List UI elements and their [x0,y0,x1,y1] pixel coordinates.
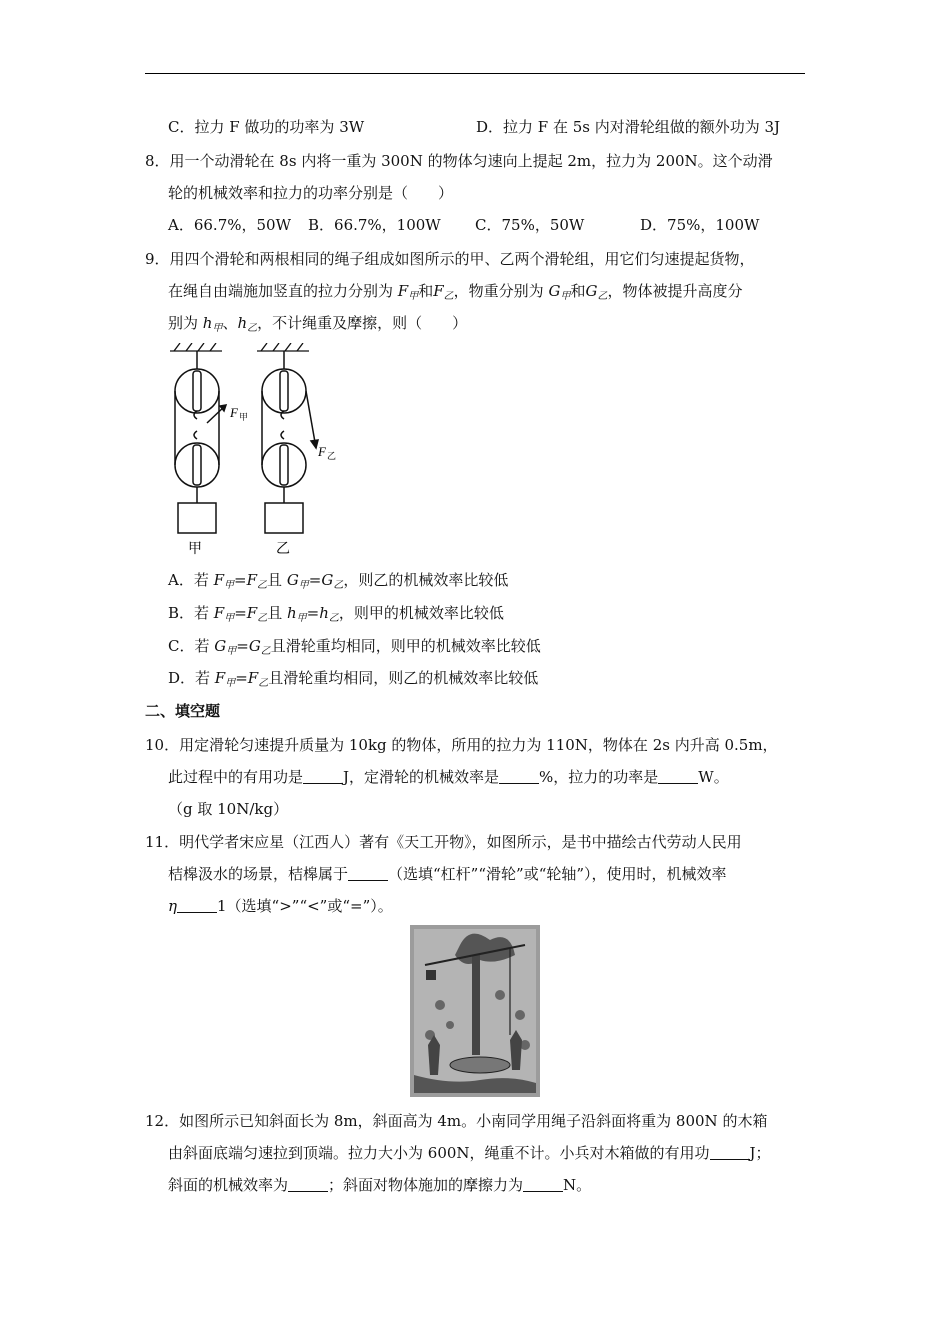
q11-blank-1[interactable] [348,866,388,881]
section-title: 二、填空题 [145,702,221,720]
q9-line2-part-b: 物重分别为 [468,282,544,300]
q12-stem-line1: 12．如图所示已知斜面长为 8m，斜面高为 4m。小南同学用绳子沿斜面将重为 800N 的木箱 [145,1112,768,1130]
label-jia: 甲 [188,541,202,557]
q8-option-a: A．66.7%，50W [168,216,291,234]
q8-option-b: B．66.7%，100W [308,216,441,234]
q8-option-c: C．75%，50W [475,216,585,234]
q7-option-d: D．拉力 F 在 5s 内对滑轮组做的额外功为 3J [476,118,781,136]
q10-blank-2[interactable] [499,769,539,784]
svg-text:甲: 甲 [239,413,249,423]
q12-stem-line3: 斜面的机械效率为 ；斜面对物体施加的摩擦力为 N。 [168,1176,592,1194]
q7-option-c: C．拉力 F 做功的功率为 3W [168,118,365,136]
pulley-group-yi [262,351,318,533]
q12-blank-3[interactable] [523,1177,563,1192]
q11-blank-2[interactable] [177,898,217,913]
q9-line2-part-c: 物体被提升高度分 [622,282,743,300]
q10-stem-line1: 10．用定滑轮匀速提升质量为 10kg 的物体，所用的拉力为 110N，物体在 2s 内升高 0.5m， [145,736,778,754]
force-yi-label: F [318,444,326,459]
q8-stem-line2: 轮的机械效率和拉力的功率分别是（ ） [168,184,454,202]
q11-stem-line1: 11．明代学者宋应星（江西人）著有《天工开物》，如图所示，是书中描绘古代劳动人民用 [145,833,742,851]
q9-option-c: C．若 $G_甲=G_乙$且滑轮重均相同，则甲的机械效率比较低 [168,637,541,657]
pulley-system-figure [160,343,340,558]
q9-option-d: D．若 $F_甲=F_乙$且滑轮重均相同，则乙的机械效率比较低 [168,669,539,689]
q10-blank-1[interactable] [303,769,343,784]
q12-blank-2[interactable] [288,1177,328,1192]
q12-stem-line2: 由斜面底端匀速拉到顶端。拉力大小为 600N，绳重不计。小兵对木箱做的有用功 J； [168,1144,771,1162]
q10-stem-line3: （g 取 10N/kg） [168,800,289,818]
label-yi: 乙 [276,541,290,557]
q9-line3-part-a: 别为 [168,314,199,332]
pulley-group-jia [175,351,226,533]
q11-stem-line3: η 1（选填“>”“<”或“=”）。 [168,897,393,915]
svg-text:乙: 乙 [327,452,337,462]
q10-stem-line2: 此过程中的有用功是 J，定滑轮的机械效率是 %，拉力的功率是 W。 [168,768,729,786]
q11-stem-line2: 桔槔汲水的场景，桔槔属于 （选填“杠杆”“滑轮”或“轮轴”），使用时，机械效率 [168,865,727,883]
well-sweep-illustration [410,925,540,1097]
q8-option-d: D．75%，100W [640,216,760,234]
q9-line3-part-b: 不计绳重及摩擦，则（ ） [272,314,468,332]
q9-stem-line3: 别为 $h_甲$、$h_乙$，不计绳重及摩擦，则（ ） [168,314,468,334]
q9-option-a: A．若 $F_甲=F_乙$且 $G_甲=G_乙$，则乙的机械效率比较低 [168,571,509,591]
q10-blank-3[interactable] [658,769,698,784]
header-rule [145,73,805,74]
force-jia-label: F [230,405,238,420]
q9-line2-part-a: 在绳自由端施加竖直的拉力分别为 [168,282,394,300]
q9-stem-line2: 在绳自由端施加竖直的拉力分别为 $F_甲$和$F_乙$，物重分别为 $G_甲$和$G_乙$，物体被提升高度分 [168,282,743,302]
q12-blank-1[interactable] [710,1145,750,1160]
q8-stem-line1: 8．用一个动滑轮在 8s 内将一重为 300N 的物体匀速向上提起 2m，拉力为 200N。这个动滑 [145,152,773,170]
q9-stem-line1: 9．用四个滑轮和两根相同的绳子组成如图所示的甲、乙两个滑轮组，用它们匀速提起货物， [145,250,755,268]
q9-option-b: B．若 $F_甲=F_乙$且 $h_甲=h_乙$，则甲的机械效率比较低 [168,604,504,624]
